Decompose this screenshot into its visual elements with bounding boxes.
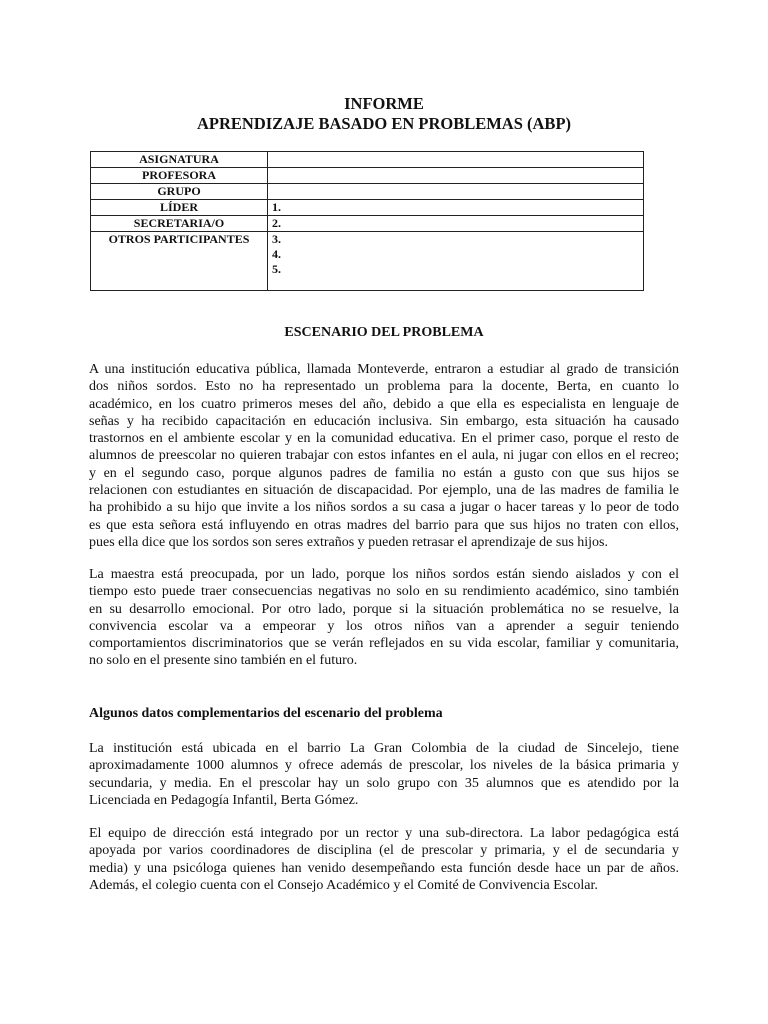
paragraph-line: A una institución educativa pública, llamada Monteverde, entraron a estudiar al grado de transición — [89, 362, 679, 377]
info-table-value-line: 4. — [272, 247, 281, 261]
paragraph-line: es que esta señora está influyendo en otras madres del barrio para que sus hijos no traten con ellos, — [89, 517, 679, 533]
paragraph-line: Además, el colegio cuenta con el Consejo Académico y el Comité de Convivencia Escolar. — [89, 877, 598, 893]
info-table-row — [91, 232, 644, 291]
info-table-value[interactable] — [268, 184, 644, 200]
paragraph-line: trastornos en el ambiente escolar y en la comunidad educativa. En el primer caso, porque el resto de — [89, 431, 679, 447]
paragraph-line: académico, en los cuatro primeros meses del año, debido a que ella es especialista en lenguaje de — [89, 396, 679, 412]
paragraph-line: alumnos de preescolar no quieren trabajar con estos infantes en el aula, ni jugar con ellos en el recreo; — [89, 448, 679, 464]
info-table-value-line: 5. — [272, 262, 281, 276]
info-table-value-line — [272, 168, 639, 183]
paragraph-line: apoyada por varios coordinadores de disciplina (el de prescolar y primaria, y el de secundaria y — [89, 843, 679, 859]
paragraph-line: no solo en el presente sino también en el futuro. — [89, 653, 358, 669]
paragraph-line: La maestra está preocupada, por un lado, porque los niños sordos están siendo aislados y con el — [89, 567, 679, 582]
info-table-row — [91, 168, 644, 184]
document-subtitle: APRENDIZAJE BASADO EN PROBLEMAS (ABP) — [196, 114, 572, 133]
paragraph-line: El equipo de dirección está integrado por un rector y una sub-directora. La labor pedagógica está — [89, 826, 679, 841]
info-table-value[interactable] — [268, 200, 644, 216]
paragraph-line: pues ella dice que los sordos son seres extraños y pueden retrasar el aprendizaje de sus hijos. — [89, 534, 609, 550]
info-table-value[interactable] — [268, 152, 644, 168]
info-table-row — [91, 152, 644, 168]
paragraph-line: media) y una psicóloga quienes han venido desempeñando esta función desde hace un par de años. — [89, 860, 679, 876]
info-table-row — [91, 216, 644, 232]
paragraph-scenario — [89, 361, 679, 551]
paragraph-line: en su desarrollo emocional. Por otro lado, porque si la situación problemática no se resuelve, la — [89, 601, 679, 617]
paragraph-line: tiempo esto puede traer consecuencias negativas no solo en su rendimiento académico, sino también — [89, 584, 679, 600]
paragraph-line: y en el segundo caso, porque algunos padres de familia no están a gusto con que sus hijos se — [89, 465, 679, 481]
paragraph-line: La institución está ubicada en el barrio La Gran Colombia de la ciudad de Sincelejo, tiene — [89, 741, 679, 756]
info-table-value[interactable] — [268, 216, 644, 232]
paragraph-line: relacionen con estudiantes en situación de discapacidad. Por ejemplo, una de las madres de familia le — [89, 483, 679, 499]
document-title: INFORME — [344, 94, 424, 113]
info-table-value-line: 3. — [272, 232, 281, 246]
complementary-data-heading: Algunos datos complementarios del escenario del problema — [89, 706, 443, 721]
info-table-label: LÍDER — [91, 200, 268, 216]
info-table-value[interactable] — [268, 168, 644, 184]
info-table-label: GRUPO — [91, 184, 268, 200]
paragraph-line: señas y ha recibido capacitación en educación inclusiva. Sin embargo, esta situación ha causado — [89, 413, 679, 429]
info-table-label: SECRETARIA/O — [91, 216, 268, 232]
info-table-value[interactable] — [268, 232, 644, 291]
info-table-label: ASIGNATURA — [91, 152, 268, 168]
paragraph-management — [89, 825, 679, 894]
paragraph-line: dos niños sordos. Esto no ha representado un problema para la docente, Berta, en cuanto lo — [89, 379, 679, 395]
info-table-label: PROFESORA — [91, 168, 268, 184]
info-table-value-line — [272, 184, 639, 199]
info-table-value-line: 1. — [272, 200, 281, 214]
info-table-row — [91, 184, 644, 200]
paragraph-line: Licenciada en Pedagogía Infantil, Berta Gómez. — [89, 792, 359, 808]
paragraph-teacher-concern — [89, 566, 679, 670]
section-heading: ESCENARIO DEL PROBLEMA — [284, 325, 484, 340]
info-table-value-line — [272, 152, 639, 167]
info-table-value-line: 2. — [272, 216, 281, 230]
info-table — [90, 151, 644, 291]
paragraph-line: comportamientos discriminatorios que se verán reflejados en su vida escolar, familiar y comunitaria, — [89, 636, 679, 652]
paragraph-line: aproximadamente 1000 alumnos y ofrece además de prescolar, los niveles de la básica primaria y — [89, 758, 679, 774]
paragraph-line: convivencia escolar va a empeorar y los otros niños van a aprender a seguir teniendo — [89, 618, 679, 634]
info-table-row — [91, 200, 644, 216]
paragraph-institution — [89, 740, 679, 809]
paragraph-line: ha prohibido a su hijo que invite a los niños sordos a su casa a jugar o hacer tareas y lo peor de todo — [89, 500, 679, 516]
paragraph-line: secundaria, y media. En el prescolar hay un solo grupo con 35 alumnos que es atendido por la — [89, 775, 679, 791]
info-table-label: OTROS PARTICIPANTES — [91, 232, 268, 291]
